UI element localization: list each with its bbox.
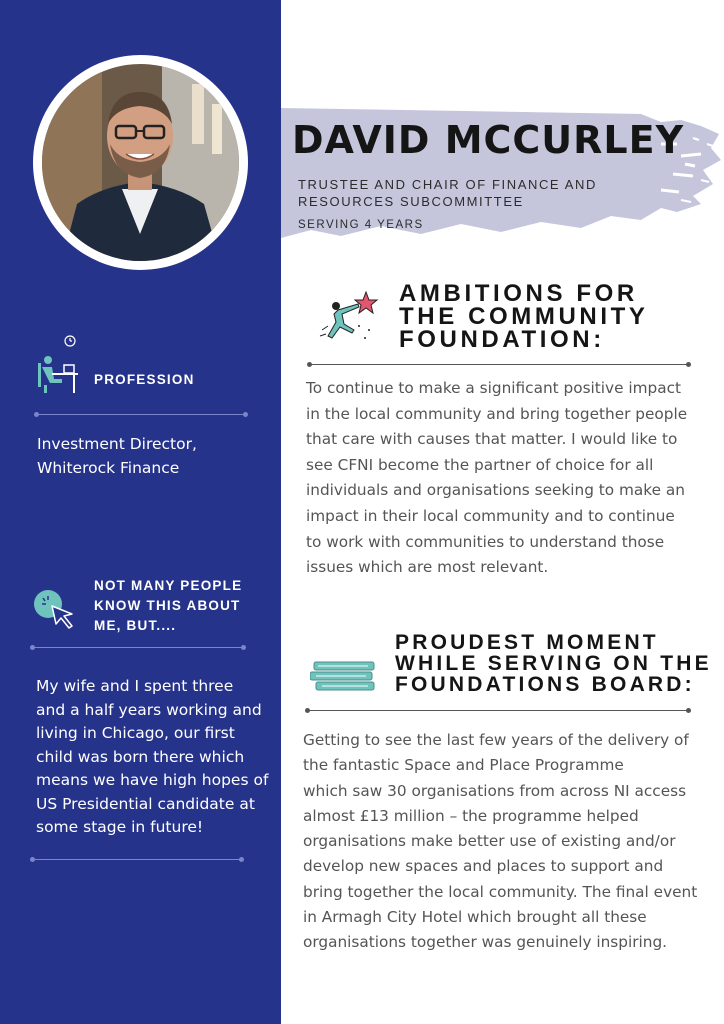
ambitions-heading: [399, 282, 648, 351]
ambitions-line: in the local community and bring together people: [306, 404, 688, 423]
fun-fact-heading-line: KNOW THIS ABOUT: [94, 598, 241, 613]
proudest-line: in Armagh City Hotel which brought all these: [303, 908, 647, 927]
profession-heading: PROFESSION: [94, 372, 195, 387]
book-stack-icon: [310, 660, 378, 694]
sidebar: [0, 0, 281, 1024]
fun-fact-line: and a half years working and: [36, 700, 262, 719]
profession-line: Investment Director,: [37, 435, 197, 453]
proudest-heading-line: WHILE SERVING ON THE: [395, 652, 712, 675]
proudest-heading-line: FOUNDATIONS BOARD:: [395, 673, 695, 696]
ambitions-line: to work with communities to understand those: [306, 532, 665, 551]
fun-fact-divider-top: [32, 647, 244, 648]
ambitions-line: issues which are most relevant.: [306, 558, 549, 577]
proudest-line: bring together the local community. The final event: [303, 882, 698, 901]
proudest-heading-line: PROUDEST MOMENT: [395, 631, 659, 654]
fun-fact-heading-line: ME, BUT....: [94, 618, 177, 633]
reaching-star-icon: [318, 290, 380, 348]
proudest-divider: [307, 710, 689, 711]
profile-photo: [42, 64, 239, 261]
fun-fact-line: living in Chicago, our first: [36, 724, 235, 742]
profession-divider: [36, 414, 246, 415]
ambitions-text: [306, 376, 706, 581]
proudest-line: organisations make better use of existing and/or: [303, 832, 676, 851]
proudest-line: organisations together was genuinely inspiring.: [303, 933, 668, 952]
ambitions-line: impact in their local community and to continue: [306, 506, 675, 525]
fun-fact-line: child was born there which: [36, 747, 245, 766]
ambitions-heading-line: FOUNDATION:: [399, 326, 605, 353]
desk-worker-icon: [36, 333, 80, 395]
tenure-text: SERVING 4 YEARS: [298, 219, 424, 231]
ambitions-divider: [309, 364, 689, 365]
profile-photo-frame: [33, 55, 248, 270]
ambitions-heading-line: THE COMMUNITY: [399, 303, 649, 330]
ambitions-heading-line: AMBITIONS FOR: [399, 280, 638, 307]
proudest-line: which saw 30 organisations from across NI access: [303, 781, 687, 800]
person-role: TRUSTEE AND CHAIR OF FINANCE AND RESOURCES SUBCOMMITTEE: [298, 177, 597, 209]
fun-fact-line: some stage in future!: [36, 818, 204, 836]
fun-fact-heading-line: NOT MANY PEOPLE: [94, 578, 243, 593]
fun-fact-text: [36, 675, 276, 840]
proudest-text: [303, 728, 713, 956]
fun-fact-line: means we have high hopes of: [36, 771, 269, 789]
proudest-line: Getting to see the last few years of the delivery of: [303, 731, 689, 749]
fun-fact-line: My wife and I spent three: [36, 677, 234, 695]
person-name: DAVID MCCURLEY: [292, 118, 685, 162]
ambitions-line: individuals and organisations seeking to make an: [306, 481, 685, 500]
profession-line: Whiterock Finance: [37, 458, 180, 477]
proudest-line: the fantastic Space and Place Programme: [303, 756, 624, 775]
ambitions-line: see CFNI become the partner of choice for all: [306, 455, 654, 474]
ambitions-line: that care with causes that matter. I would like to: [306, 430, 678, 449]
proudest-line: develop new spaces and places to support and: [303, 857, 664, 876]
ambitions-line: To continue to make a significant positive impact: [306, 379, 682, 397]
fun-fact-heading: [94, 576, 242, 636]
fun-fact-divider-bottom: [32, 859, 242, 860]
proudest-heading: [395, 632, 712, 695]
cursor-click-icon: [32, 586, 78, 630]
proudest-line: almost £13 million – the programme helped: [303, 806, 639, 825]
fun-fact-line: US Presidential candidate at: [36, 794, 255, 813]
profession-text: [37, 433, 267, 480]
